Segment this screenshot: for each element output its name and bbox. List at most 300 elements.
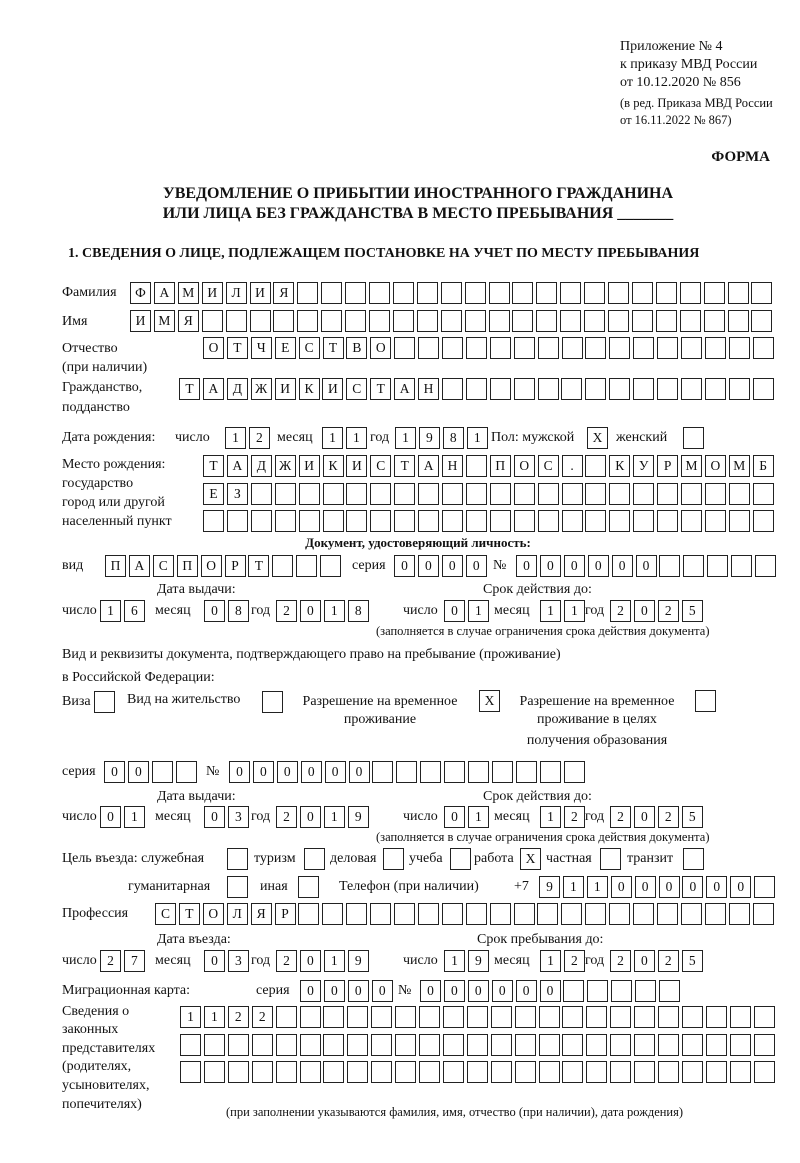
char-cell[interactable] xyxy=(706,1006,727,1028)
char-cell[interactable] xyxy=(704,282,725,304)
char-cell[interactable] xyxy=(346,903,367,925)
char-cell[interactable] xyxy=(228,1061,249,1083)
char-cell[interactable]: И xyxy=(250,282,271,304)
char-cell[interactable] xyxy=(585,455,606,477)
char-cell[interactable] xyxy=(657,483,678,505)
char-cell[interactable]: Я xyxy=(273,282,294,304)
char-cell[interactable]: Т xyxy=(394,455,415,477)
char-cell[interactable] xyxy=(706,1034,727,1056)
char-cell[interactable] xyxy=(275,483,296,505)
char-cell[interactable]: К xyxy=(299,378,320,400)
char-cell[interactable]: С xyxy=(155,903,176,925)
char-cell[interactable] xyxy=(705,510,726,532)
char-cell[interactable] xyxy=(252,1034,273,1056)
char-cell[interactable] xyxy=(562,483,583,505)
char-cell[interactable]: Л xyxy=(227,903,248,925)
char-cell[interactable] xyxy=(634,1034,655,1056)
char-cell[interactable] xyxy=(633,903,654,925)
char-cell[interactable] xyxy=(490,483,511,505)
char-cell[interactable]: 0 xyxy=(540,555,561,577)
char-cell[interactable] xyxy=(609,510,630,532)
char-cell[interactable] xyxy=(396,761,417,783)
char-cell[interactable] xyxy=(585,483,606,505)
char-cell[interactable]: Т xyxy=(370,378,391,400)
char-cell[interactable] xyxy=(442,483,463,505)
char-cell[interactable] xyxy=(705,378,726,400)
char-cell[interactable]: Т xyxy=(203,455,224,477)
char-cell[interactable]: 0 xyxy=(300,806,321,828)
char-cell[interactable] xyxy=(394,903,415,925)
char-cell[interactable] xyxy=(681,510,702,532)
char-cell[interactable] xyxy=(442,378,463,400)
char-cell[interactable] xyxy=(515,1006,536,1028)
char-cell[interactable] xyxy=(610,1006,631,1028)
char-cell[interactable] xyxy=(540,761,561,783)
char-cell[interactable] xyxy=(321,310,342,332)
char-cell[interactable]: X xyxy=(587,427,608,449)
char-cell[interactable] xyxy=(298,876,319,898)
char-cell[interactable] xyxy=(323,1006,344,1028)
char-cell[interactable] xyxy=(587,980,608,1002)
char-cell[interactable] xyxy=(227,510,248,532)
char-cell[interactable]: М xyxy=(729,455,750,477)
char-cell[interactable] xyxy=(393,310,414,332)
char-cell[interactable]: 0 xyxy=(444,806,465,828)
char-cell[interactable]: X xyxy=(479,690,500,712)
char-cell[interactable]: Т xyxy=(227,337,248,359)
char-cell[interactable] xyxy=(658,1034,679,1056)
char-cell[interactable] xyxy=(227,876,248,898)
char-cell[interactable]: О xyxy=(370,337,391,359)
char-cell[interactable] xyxy=(467,1034,488,1056)
char-cell[interactable] xyxy=(753,378,774,400)
char-cell[interactable] xyxy=(346,483,367,505)
char-cell[interactable]: М xyxy=(681,455,702,477)
char-cell[interactable] xyxy=(753,510,774,532)
char-cell[interactable] xyxy=(730,1034,751,1056)
char-cell[interactable] xyxy=(276,1034,297,1056)
char-cell[interactable]: 2 xyxy=(249,427,270,449)
char-cell[interactable] xyxy=(489,282,510,304)
char-cell[interactable]: Д xyxy=(251,455,272,477)
char-cell[interactable]: 2 xyxy=(610,950,631,972)
char-cell[interactable]: 0 xyxy=(564,555,585,577)
char-cell[interactable]: 0 xyxy=(444,600,465,622)
char-cell[interactable]: 1 xyxy=(540,806,561,828)
char-cell[interactable]: 0 xyxy=(468,980,489,1002)
char-cell[interactable]: И xyxy=(346,455,367,477)
char-cell[interactable] xyxy=(370,903,391,925)
char-cell[interactable]: 7 xyxy=(124,950,145,972)
char-cell[interactable] xyxy=(728,282,749,304)
char-cell[interactable]: Д xyxy=(227,378,248,400)
char-cell[interactable]: 0 xyxy=(634,600,655,622)
char-cell[interactable] xyxy=(705,903,726,925)
char-cell[interactable] xyxy=(608,282,629,304)
char-cell[interactable] xyxy=(345,310,366,332)
char-cell[interactable]: П xyxy=(105,555,126,577)
char-cell[interactable] xyxy=(681,337,702,359)
char-cell[interactable] xyxy=(371,1061,392,1083)
char-cell[interactable] xyxy=(729,510,750,532)
char-cell[interactable] xyxy=(441,282,462,304)
char-cell[interactable] xyxy=(682,1034,703,1056)
char-cell[interactable] xyxy=(680,310,701,332)
char-cell[interactable] xyxy=(322,903,343,925)
char-cell[interactable]: Ж xyxy=(275,455,296,477)
char-cell[interactable] xyxy=(465,282,486,304)
char-cell[interactable]: 0 xyxy=(492,980,513,1002)
char-cell[interactable]: 2 xyxy=(100,950,121,972)
char-cell[interactable] xyxy=(204,1061,225,1083)
char-cell[interactable] xyxy=(300,1006,321,1028)
char-cell[interactable] xyxy=(273,310,294,332)
char-cell[interactable] xyxy=(561,903,582,925)
char-cell[interactable] xyxy=(444,761,465,783)
char-cell[interactable] xyxy=(276,1061,297,1083)
char-cell[interactable]: Л xyxy=(226,282,247,304)
char-cell[interactable] xyxy=(393,282,414,304)
char-cell[interactable] xyxy=(585,337,606,359)
char-cell[interactable] xyxy=(468,761,489,783)
char-cell[interactable]: 1 xyxy=(563,876,584,898)
char-cell[interactable] xyxy=(442,337,463,359)
char-cell[interactable]: 0 xyxy=(516,980,537,1002)
char-cell[interactable]: 2 xyxy=(252,1006,273,1028)
char-cell[interactable] xyxy=(539,1061,560,1083)
char-cell[interactable]: 1 xyxy=(324,950,345,972)
char-cell[interactable] xyxy=(683,555,704,577)
char-cell[interactable]: 0 xyxy=(300,980,321,1002)
char-cell[interactable] xyxy=(204,1034,225,1056)
char-cell[interactable] xyxy=(729,337,750,359)
char-cell[interactable] xyxy=(323,1034,344,1056)
char-cell[interactable] xyxy=(514,483,535,505)
char-cell[interactable] xyxy=(466,510,487,532)
char-cell[interactable] xyxy=(418,483,439,505)
char-cell[interactable]: С xyxy=(538,455,559,477)
char-cell[interactable] xyxy=(514,337,535,359)
char-cell[interactable] xyxy=(538,483,559,505)
char-cell[interactable]: 0 xyxy=(466,555,487,577)
char-cell[interactable] xyxy=(683,848,704,870)
char-cell[interactable] xyxy=(345,282,366,304)
char-cell[interactable] xyxy=(681,483,702,505)
char-cell[interactable] xyxy=(369,310,390,332)
char-cell[interactable] xyxy=(704,310,725,332)
char-cell[interactable] xyxy=(419,1006,440,1028)
char-cell[interactable] xyxy=(346,510,367,532)
char-cell[interactable]: А xyxy=(129,555,150,577)
char-cell[interactable]: 0 xyxy=(324,980,345,1002)
char-cell[interactable] xyxy=(450,848,471,870)
char-cell[interactable] xyxy=(304,848,325,870)
char-cell[interactable] xyxy=(443,1034,464,1056)
char-cell[interactable] xyxy=(611,980,632,1002)
char-cell[interactable] xyxy=(466,483,487,505)
char-cell[interactable] xyxy=(754,1034,775,1056)
char-cell[interactable] xyxy=(320,555,341,577)
char-cell[interactable]: 0 xyxy=(128,761,149,783)
char-cell[interactable]: 9 xyxy=(419,427,440,449)
char-cell[interactable]: 8 xyxy=(348,600,369,622)
char-cell[interactable]: 0 xyxy=(418,555,439,577)
char-cell[interactable] xyxy=(536,282,557,304)
char-cell[interactable]: И xyxy=(202,282,223,304)
char-cell[interactable]: 0 xyxy=(100,806,121,828)
char-cell[interactable] xyxy=(442,510,463,532)
char-cell[interactable] xyxy=(490,378,511,400)
char-cell[interactable]: 2 xyxy=(658,950,679,972)
char-cell[interactable] xyxy=(180,1034,201,1056)
char-cell[interactable] xyxy=(251,483,272,505)
char-cell[interactable]: Ф xyxy=(130,282,151,304)
char-cell[interactable]: 9 xyxy=(348,806,369,828)
char-cell[interactable] xyxy=(705,337,726,359)
char-cell[interactable]: 8 xyxy=(228,600,249,622)
char-cell[interactable] xyxy=(491,1006,512,1028)
char-cell[interactable] xyxy=(584,282,605,304)
char-cell[interactable] xyxy=(705,483,726,505)
char-cell[interactable] xyxy=(347,1061,368,1083)
char-cell[interactable] xyxy=(466,903,487,925)
char-cell[interactable] xyxy=(682,1006,703,1028)
char-cell[interactable]: С xyxy=(346,378,367,400)
char-cell[interactable] xyxy=(515,1061,536,1083)
char-cell[interactable] xyxy=(729,378,750,400)
char-cell[interactable] xyxy=(490,510,511,532)
char-cell[interactable]: А xyxy=(418,455,439,477)
char-cell[interactable]: И xyxy=(275,378,296,400)
char-cell[interactable]: О xyxy=(203,337,224,359)
char-cell[interactable]: К xyxy=(609,455,630,477)
char-cell[interactable]: 0 xyxy=(611,876,632,898)
char-cell[interactable]: А xyxy=(154,282,175,304)
char-cell[interactable] xyxy=(657,378,678,400)
char-cell[interactable] xyxy=(394,483,415,505)
char-cell[interactable]: 1 xyxy=(124,806,145,828)
char-cell[interactable] xyxy=(681,903,702,925)
char-cell[interactable] xyxy=(467,1061,488,1083)
char-cell[interactable] xyxy=(395,1006,416,1028)
char-cell[interactable] xyxy=(707,555,728,577)
char-cell[interactable] xyxy=(683,427,704,449)
char-cell[interactable]: 0 xyxy=(253,761,274,783)
char-cell[interactable] xyxy=(394,337,415,359)
char-cell[interactable]: И xyxy=(130,310,151,332)
char-cell[interactable]: 0 xyxy=(229,761,250,783)
char-cell[interactable] xyxy=(681,378,702,400)
char-cell[interactable] xyxy=(323,510,344,532)
char-cell[interactable] xyxy=(634,1061,655,1083)
char-cell[interactable] xyxy=(586,1006,607,1028)
char-cell[interactable] xyxy=(755,555,776,577)
char-cell[interactable] xyxy=(369,282,390,304)
char-cell[interactable]: 0 xyxy=(442,555,463,577)
char-cell[interactable]: С xyxy=(153,555,174,577)
char-cell[interactable] xyxy=(635,980,656,1002)
char-cell[interactable] xyxy=(608,310,629,332)
char-cell[interactable] xyxy=(372,761,393,783)
char-cell[interactable] xyxy=(562,1061,583,1083)
char-cell[interactable] xyxy=(512,282,533,304)
char-cell[interactable]: 0 xyxy=(372,980,393,1002)
char-cell[interactable] xyxy=(539,1034,560,1056)
char-cell[interactable] xyxy=(585,510,606,532)
char-cell[interactable] xyxy=(299,510,320,532)
char-cell[interactable]: Б xyxy=(753,455,774,477)
char-cell[interactable] xyxy=(203,510,224,532)
char-cell[interactable] xyxy=(395,1061,416,1083)
char-cell[interactable] xyxy=(489,310,510,332)
char-cell[interactable]: О xyxy=(203,903,224,925)
char-cell[interactable] xyxy=(656,310,677,332)
char-cell[interactable]: Т xyxy=(179,378,200,400)
char-cell[interactable]: С xyxy=(299,337,320,359)
char-cell[interactable] xyxy=(633,378,654,400)
char-cell[interactable] xyxy=(657,337,678,359)
char-cell[interactable]: Н xyxy=(442,455,463,477)
char-cell[interactable]: 0 xyxy=(204,950,225,972)
char-cell[interactable] xyxy=(370,510,391,532)
char-cell[interactable] xyxy=(729,483,750,505)
char-cell[interactable]: 1 xyxy=(564,600,585,622)
char-cell[interactable]: А xyxy=(203,378,224,400)
char-cell[interactable]: Е xyxy=(275,337,296,359)
char-cell[interactable]: 3 xyxy=(228,806,249,828)
char-cell[interactable]: Р xyxy=(657,455,678,477)
char-cell[interactable] xyxy=(443,1061,464,1083)
char-cell[interactable] xyxy=(383,848,404,870)
char-cell[interactable] xyxy=(347,1006,368,1028)
char-cell[interactable] xyxy=(634,1006,655,1028)
char-cell[interactable] xyxy=(633,337,654,359)
char-cell[interactable] xyxy=(753,903,774,925)
char-cell[interactable]: 0 xyxy=(444,980,465,1002)
char-cell[interactable] xyxy=(562,337,583,359)
char-cell[interactable] xyxy=(751,282,772,304)
char-cell[interactable]: 1 xyxy=(346,427,367,449)
char-cell[interactable]: 0 xyxy=(682,876,703,898)
char-cell[interactable]: И xyxy=(322,378,343,400)
char-cell[interactable]: 0 xyxy=(300,600,321,622)
char-cell[interactable]: А xyxy=(227,455,248,477)
char-cell[interactable] xyxy=(754,1006,775,1028)
char-cell[interactable]: К xyxy=(323,455,344,477)
char-cell[interactable]: Я xyxy=(251,903,272,925)
char-cell[interactable] xyxy=(751,310,772,332)
char-cell[interactable]: С xyxy=(370,455,391,477)
char-cell[interactable] xyxy=(730,1006,751,1028)
char-cell[interactable]: 0 xyxy=(394,555,415,577)
char-cell[interactable] xyxy=(754,876,775,898)
char-cell[interactable]: 0 xyxy=(540,980,561,1002)
char-cell[interactable]: 2 xyxy=(610,600,631,622)
char-cell[interactable]: В xyxy=(346,337,367,359)
char-cell[interactable]: 5 xyxy=(682,600,703,622)
char-cell[interactable] xyxy=(561,378,582,400)
char-cell[interactable]: 1 xyxy=(467,427,488,449)
char-cell[interactable]: X xyxy=(520,848,541,870)
char-cell[interactable] xyxy=(465,310,486,332)
char-cell[interactable] xyxy=(728,310,749,332)
char-cell[interactable] xyxy=(442,903,463,925)
char-cell[interactable]: 9 xyxy=(348,950,369,972)
char-cell[interactable] xyxy=(227,848,248,870)
char-cell[interactable] xyxy=(490,337,511,359)
char-cell[interactable]: 1 xyxy=(444,950,465,972)
char-cell[interactable] xyxy=(514,510,535,532)
char-cell[interactable]: 2 xyxy=(564,806,585,828)
char-cell[interactable] xyxy=(443,1006,464,1028)
char-cell[interactable]: Ж xyxy=(251,378,272,400)
char-cell[interactable] xyxy=(417,282,438,304)
char-cell[interactable]: М xyxy=(178,282,199,304)
char-cell[interactable] xyxy=(321,282,342,304)
char-cell[interactable] xyxy=(538,510,559,532)
char-cell[interactable]: О xyxy=(705,455,726,477)
char-cell[interactable] xyxy=(300,1061,321,1083)
char-cell[interactable] xyxy=(466,378,487,400)
char-cell[interactable] xyxy=(297,282,318,304)
char-cell[interactable] xyxy=(420,761,441,783)
char-cell[interactable] xyxy=(296,555,317,577)
char-cell[interactable] xyxy=(610,1061,631,1083)
char-cell[interactable]: 1 xyxy=(540,600,561,622)
char-cell[interactable] xyxy=(560,310,581,332)
char-cell[interactable]: Я xyxy=(178,310,199,332)
char-cell[interactable] xyxy=(467,1006,488,1028)
char-cell[interactable]: 1 xyxy=(587,876,608,898)
char-cell[interactable] xyxy=(417,310,438,332)
char-cell[interactable] xyxy=(250,310,271,332)
char-cell[interactable]: 1 xyxy=(468,806,489,828)
char-cell[interactable] xyxy=(491,1061,512,1083)
char-cell[interactable] xyxy=(564,761,585,783)
char-cell[interactable] xyxy=(490,903,511,925)
char-cell[interactable] xyxy=(632,310,653,332)
char-cell[interactable]: 1 xyxy=(395,427,416,449)
char-cell[interactable]: 0 xyxy=(204,806,225,828)
char-cell[interactable]: 5 xyxy=(682,950,703,972)
char-cell[interactable]: 1 xyxy=(225,427,246,449)
char-cell[interactable]: 0 xyxy=(659,876,680,898)
char-cell[interactable]: Т xyxy=(179,903,200,925)
char-cell[interactable]: 0 xyxy=(301,761,322,783)
char-cell[interactable]: 2 xyxy=(276,600,297,622)
char-cell[interactable] xyxy=(272,555,293,577)
char-cell[interactable]: 0 xyxy=(420,980,441,1002)
char-cell[interactable] xyxy=(538,337,559,359)
char-cell[interactable] xyxy=(585,903,606,925)
char-cell[interactable]: О xyxy=(201,555,222,577)
char-cell[interactable]: 0 xyxy=(349,761,370,783)
char-cell[interactable]: 1 xyxy=(204,1006,225,1028)
char-cell[interactable] xyxy=(515,1034,536,1056)
char-cell[interactable]: 2 xyxy=(276,806,297,828)
char-cell[interactable]: А xyxy=(394,378,415,400)
char-cell[interactable] xyxy=(729,903,750,925)
char-cell[interactable] xyxy=(600,848,621,870)
char-cell[interactable]: 2 xyxy=(610,806,631,828)
char-cell[interactable]: 0 xyxy=(516,555,537,577)
char-cell[interactable]: 1 xyxy=(180,1006,201,1028)
char-cell[interactable]: 2 xyxy=(658,806,679,828)
char-cell[interactable]: 0 xyxy=(325,761,346,783)
char-cell[interactable]: 0 xyxy=(634,950,655,972)
char-cell[interactable] xyxy=(275,510,296,532)
char-cell[interactable]: Ч xyxy=(251,337,272,359)
